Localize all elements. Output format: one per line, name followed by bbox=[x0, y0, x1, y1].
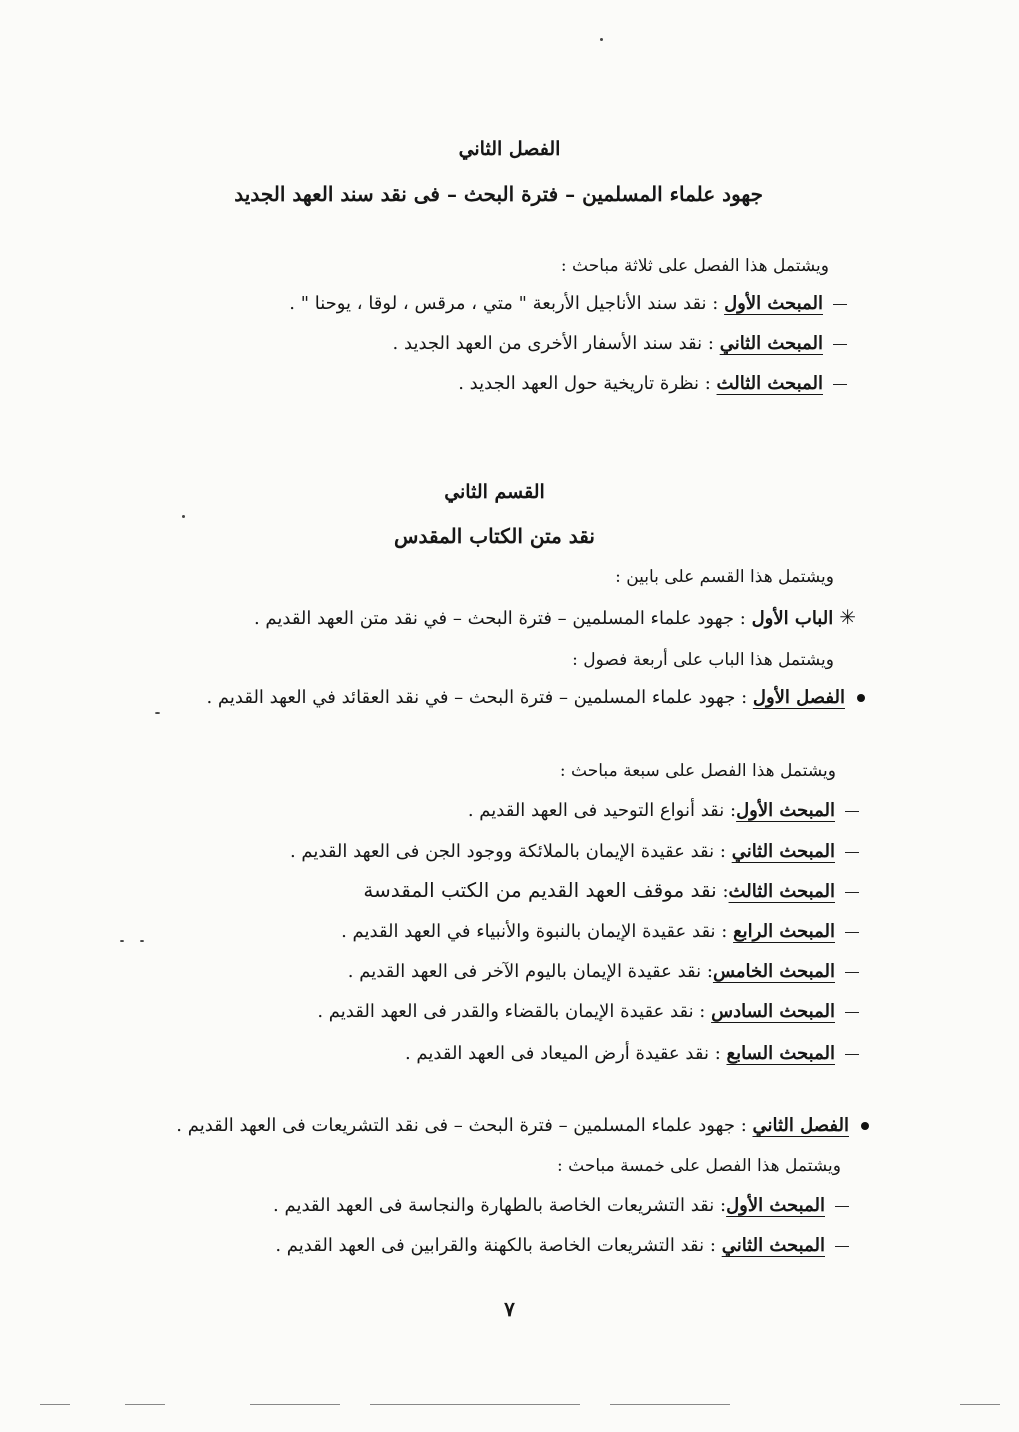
section-intro: ويشتمل هذا القسم على بابين : bbox=[615, 567, 834, 587]
dash-marker bbox=[835, 1206, 849, 1207]
dash-marker bbox=[833, 344, 847, 345]
fasl2-intro: ويشتمل هذا الفصل على خمسة مباحث : bbox=[557, 1156, 841, 1176]
page-number: ٧ bbox=[504, 1297, 515, 1321]
dash-marker bbox=[845, 811, 859, 812]
scan-speck bbox=[155, 712, 160, 714]
fasl2-item-1: المبحث الأول: نقد التشريعات الخاصة بالطهارة والنجاسة فى العهد القديم . bbox=[273, 1192, 849, 1220]
scan-speck bbox=[120, 940, 124, 942]
scan-rule bbox=[960, 1404, 1000, 1405]
bullet-icon bbox=[861, 1122, 869, 1130]
chapter-item-1: المبحث الأول : نقد سند الأناجيل الأربعة " متي ، مرقس ، لوقا ، يوحنا " . bbox=[289, 290, 847, 318]
dash-marker bbox=[845, 932, 859, 933]
scan-rule bbox=[125, 1404, 165, 1405]
bab1-intro: ويشتمل هذا الباب على أربعة فصول : bbox=[572, 650, 834, 670]
section-title: نقد متن الكتاب المقدس bbox=[394, 524, 595, 548]
fasl1-item-5: المبحث الخامس: نقد عقيدة الإيمان باليوم الآخر فى العهد القديم . bbox=[348, 958, 859, 986]
scan-rule bbox=[40, 1404, 70, 1405]
scan-rule bbox=[610, 1404, 730, 1405]
chapter-item-2: المبحث الثاني : نقد سند الأسفار الأخرى من العهد الجديد . bbox=[393, 330, 847, 358]
star-icon: ✳ bbox=[839, 605, 856, 629]
fasl1-line: الفصل الأول : جهود علماء المسلمين – فترة البحث – في نقد العقائد في العهد القديم . bbox=[206, 684, 865, 712]
dash-marker bbox=[845, 1054, 859, 1055]
dash-marker bbox=[845, 852, 859, 853]
scan-speck bbox=[600, 38, 603, 41]
dash-marker bbox=[835, 1246, 849, 1247]
chapter-item-3: المبحث الثالث : نظرة تاريخية حول العهد الجديد . bbox=[458, 370, 847, 398]
dash-marker bbox=[845, 892, 859, 893]
fasl1-item-7: المبحث السابع : نقد عقيدة أرض الميعاد فى العهد القديم . bbox=[405, 1040, 859, 1068]
bullet-icon bbox=[857, 694, 865, 702]
fasl1-intro: ويشتمل هذا الفصل على سبعة مباحث : bbox=[559, 761, 836, 781]
section-heading: القسم الثاني bbox=[444, 481, 545, 503]
dash-marker bbox=[833, 304, 847, 305]
dash-marker bbox=[845, 972, 859, 973]
fasl1-item-1: المبحث الأول: نقد أنواع التوحيد فى العهد القديم . bbox=[468, 797, 859, 825]
dash-marker bbox=[845, 1012, 859, 1013]
dash-marker bbox=[833, 384, 847, 385]
bab1-line: ✳الباب الأول : جهود علماء المسلمين – فترة البحث – في نقد متن العهد القديم . bbox=[253, 605, 856, 629]
scan-rule bbox=[250, 1404, 340, 1405]
scan-speck bbox=[182, 515, 185, 518]
scan-rule bbox=[370, 1404, 580, 1405]
chapter-intro: ويشتمل هذا الفصل على ثلاثة مباحث : bbox=[560, 256, 829, 276]
fasl2-item-2: المبحث الثاني : نقد التشريعات الخاصة بالكهنة والقرابين فى العهد القديم . bbox=[275, 1232, 849, 1260]
chapter-title: جهود علماء المسلمين – فترة البحث – فى نقد سند العهد الجديد bbox=[234, 182, 763, 206]
scan-speck bbox=[140, 940, 144, 942]
fasl1-item-2: المبحث الثاني : نقد عقيدة الإيمان بالملائكة ووجود الجن فى العهد القديم . bbox=[290, 838, 859, 866]
fasl2-line: الفصل الثاني : جهود علماء المسلمين – فترة البحث – فى نقد التشريعات فى العهد القديم . bbox=[176, 1112, 869, 1140]
fasl1-item-3: المبحث الثالث: نقد موقف العهد القديم من الكتب المقدسة bbox=[363, 876, 859, 906]
fasl1-item-4: المبحث الرابع : نقد عقيدة الإيمان بالنبوة والأنبياء في العهد القديم . bbox=[341, 918, 859, 946]
chapter-heading: الفصل الثاني bbox=[458, 138, 561, 160]
fasl1-item-6: المبحث السادس : نقد عقيدة الإيمان بالقضاء والقدر فى العهد القديم . bbox=[317, 998, 859, 1026]
